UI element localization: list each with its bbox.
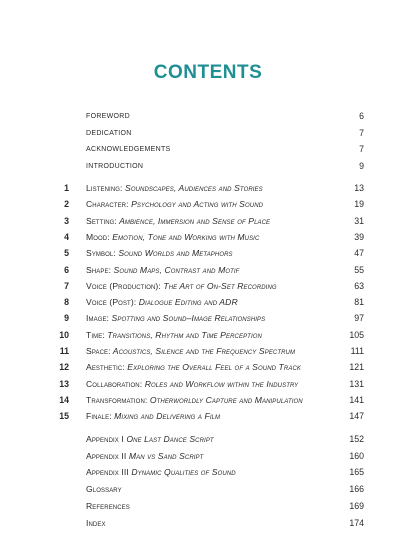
entry-title-main: Voice (Production): <box>86 280 161 291</box>
chapter-number: 3 <box>64 215 69 226</box>
entry-title-main: Listening: <box>86 183 123 193</box>
entry-title <box>86 465 236 480</box>
chapter-number: 14 <box>59 394 69 405</box>
page-number: 9 <box>359 161 364 172</box>
chapter-number: 10 <box>59 329 69 340</box>
entry-title <box>86 246 233 261</box>
entry-title-sub: The Art of On-Set Recording <box>160 280 277 291</box>
entry-title <box>86 197 263 212</box>
entry-title-main: Setting: <box>86 215 117 226</box>
back-matter-item <box>0 516 416 531</box>
chapter-number: 8 <box>64 297 69 308</box>
page-number: 147 <box>349 411 364 422</box>
entry-title <box>86 263 239 278</box>
chapter-number: 1 <box>64 183 69 193</box>
entry-title-sub: Man vs Sand Script <box>126 450 204 461</box>
entry-title-main: Image: <box>86 313 110 324</box>
entry-title-sub: Dynamic Qualities of Sound <box>128 467 236 478</box>
chapter-item <box>0 295 416 310</box>
page-number: 6 <box>359 111 364 121</box>
entry-title-main: Voice (Post): <box>86 297 137 308</box>
entry-title-sub: Emotion, Tone and Working with Music <box>109 231 260 242</box>
entry-title-main: Transformation: <box>86 394 148 405</box>
entry-title <box>86 279 277 294</box>
entry-title <box>86 516 106 531</box>
page-number: 131 <box>349 378 364 389</box>
chapter-item <box>0 214 416 229</box>
chapter-item <box>0 377 416 392</box>
page-number: 13 <box>354 183 364 193</box>
entry-title-main: References <box>86 500 130 511</box>
entry-title-main: Appendix III <box>86 467 129 478</box>
page-number: 97 <box>354 313 364 324</box>
entry-title <box>86 409 220 424</box>
entry-title-main: Time: <box>86 329 105 340</box>
chapter-item <box>0 197 416 212</box>
entry-title <box>86 295 238 310</box>
chapter-item <box>0 393 416 408</box>
entry-title <box>86 311 265 326</box>
entry-title: ACKNOWLEDGEMENTS <box>86 146 171 154</box>
entry-title-sub: Sound Worlds and Metaphors <box>115 248 233 259</box>
page-number: 121 <box>349 362 364 373</box>
chapter-item <box>0 246 416 261</box>
front-matter-item <box>0 159 416 174</box>
entry-title-sub: Sound Maps, Contrast and Motif <box>111 264 240 275</box>
chapter-number: 9 <box>64 313 69 324</box>
chapter-number: 5 <box>64 248 69 259</box>
entry-title <box>86 432 214 447</box>
entry-title-main: Symbol: <box>86 248 116 259</box>
page-number: 19 <box>354 199 364 210</box>
entry-title-sub: Otherworldly Capture and Manipulation <box>147 394 303 405</box>
entry-title <box>86 360 301 375</box>
back-matter-item <box>0 499 416 514</box>
chapter-item <box>0 409 416 424</box>
entry-title <box>86 181 263 196</box>
page-number: 31 <box>354 215 364 226</box>
chapter-item <box>0 360 416 375</box>
entry-title-sub: Exploring the Overall Feel of a Sound Track <box>124 362 301 373</box>
chapter-number: 13 <box>59 378 69 389</box>
entry-title-sub: Roles and Workflow within the Industry <box>142 378 299 389</box>
page-number: 55 <box>354 264 364 275</box>
chapter-item <box>0 311 416 326</box>
page-number: 141 <box>349 394 364 405</box>
entry-title <box>86 230 259 245</box>
page-number: 81 <box>354 297 364 308</box>
entry-title-sub: Mixing and Delivering a Film <box>111 411 221 422</box>
chapter-number: 12 <box>59 362 69 373</box>
entry-title-sub: Psychology and Acting with Sound <box>128 199 264 210</box>
entry-title-main: Glossary <box>86 484 122 495</box>
page-number: 7 <box>359 144 364 155</box>
chapter-number: 6 <box>64 264 69 275</box>
chapter-item <box>0 263 416 278</box>
chapter-item <box>0 344 416 359</box>
front-matter-item <box>0 109 416 124</box>
back-matter-item <box>0 482 416 497</box>
page-number: 169 <box>349 500 364 511</box>
entry-title-main: Collaboration: <box>86 378 143 389</box>
entry-title-main: Mood: <box>86 231 110 242</box>
chapter-number: 7 <box>64 280 69 291</box>
entry-title: DEDICATION <box>86 129 132 137</box>
entry-title <box>86 328 262 343</box>
entry-title-main: Shape: <box>86 264 112 275</box>
entry-title-main: Space: <box>86 346 111 356</box>
page-title: CONTENTS <box>153 62 263 83</box>
entry-title-main: Appendix II <box>86 450 127 461</box>
back-matter-item <box>0 449 416 464</box>
entry-title-main: Index <box>86 517 106 528</box>
entry-title-sub: Ambience, Immersion and Sense of Place <box>116 215 271 226</box>
front-matter-item <box>0 126 416 141</box>
entry-title <box>86 482 122 497</box>
chapter-item <box>0 230 416 245</box>
entry-title <box>86 449 203 464</box>
chapter-number: 11 <box>59 346 69 356</box>
entry-title-sub: Dialogue Editing and ADR <box>136 297 238 308</box>
entry-title-sub: Soundscapes, Audiences and Stories <box>122 183 263 193</box>
entry-title: INTRODUCTION <box>86 163 144 171</box>
entry-title-main: Aesthetic: <box>86 362 125 373</box>
page-number: 105 <box>349 329 364 340</box>
chapter-number: 2 <box>64 199 69 210</box>
page-number: 47 <box>354 248 364 259</box>
page-number: 7 <box>359 127 364 138</box>
entry-title <box>86 393 303 408</box>
entry-title-sub: Transitions, Rhythm and Time Perception <box>104 329 262 340</box>
back-matter-item <box>0 465 416 480</box>
entry-title <box>86 214 270 229</box>
entry-title-main: Appendix I <box>86 434 124 444</box>
page-number: 111 <box>350 346 364 356</box>
page-number: 63 <box>354 280 364 291</box>
entry-title-sub: Acoustics, Silence and the Frequency Spectrum <box>110 346 296 356</box>
back-matter-item <box>0 432 416 447</box>
page-number: 39 <box>354 231 364 242</box>
chapter-item <box>0 279 416 294</box>
front-matter-item <box>0 142 416 157</box>
entry-title-sub: Spotting and Sound–Image Relationships <box>109 313 266 324</box>
entry-title-sub: One Last Dance Script <box>123 434 214 444</box>
chapter-number: 4 <box>64 231 69 242</box>
entry-title-main: Character: <box>86 199 129 210</box>
chapter-item <box>0 181 416 196</box>
chapter-number: 15 <box>59 411 69 422</box>
entry-title <box>86 377 298 392</box>
entry-title-main: Finale: <box>86 411 112 422</box>
chapter-item <box>0 328 416 343</box>
page-number: 166 <box>349 484 364 495</box>
entry-title <box>86 344 295 359</box>
page-number: 152 <box>349 434 364 444</box>
page-number: 165 <box>349 467 364 478</box>
page-number: 160 <box>349 450 364 461</box>
entry-title <box>86 499 130 514</box>
entry-title: FOREWORD <box>86 113 131 120</box>
page-number: 174 <box>349 517 364 528</box>
